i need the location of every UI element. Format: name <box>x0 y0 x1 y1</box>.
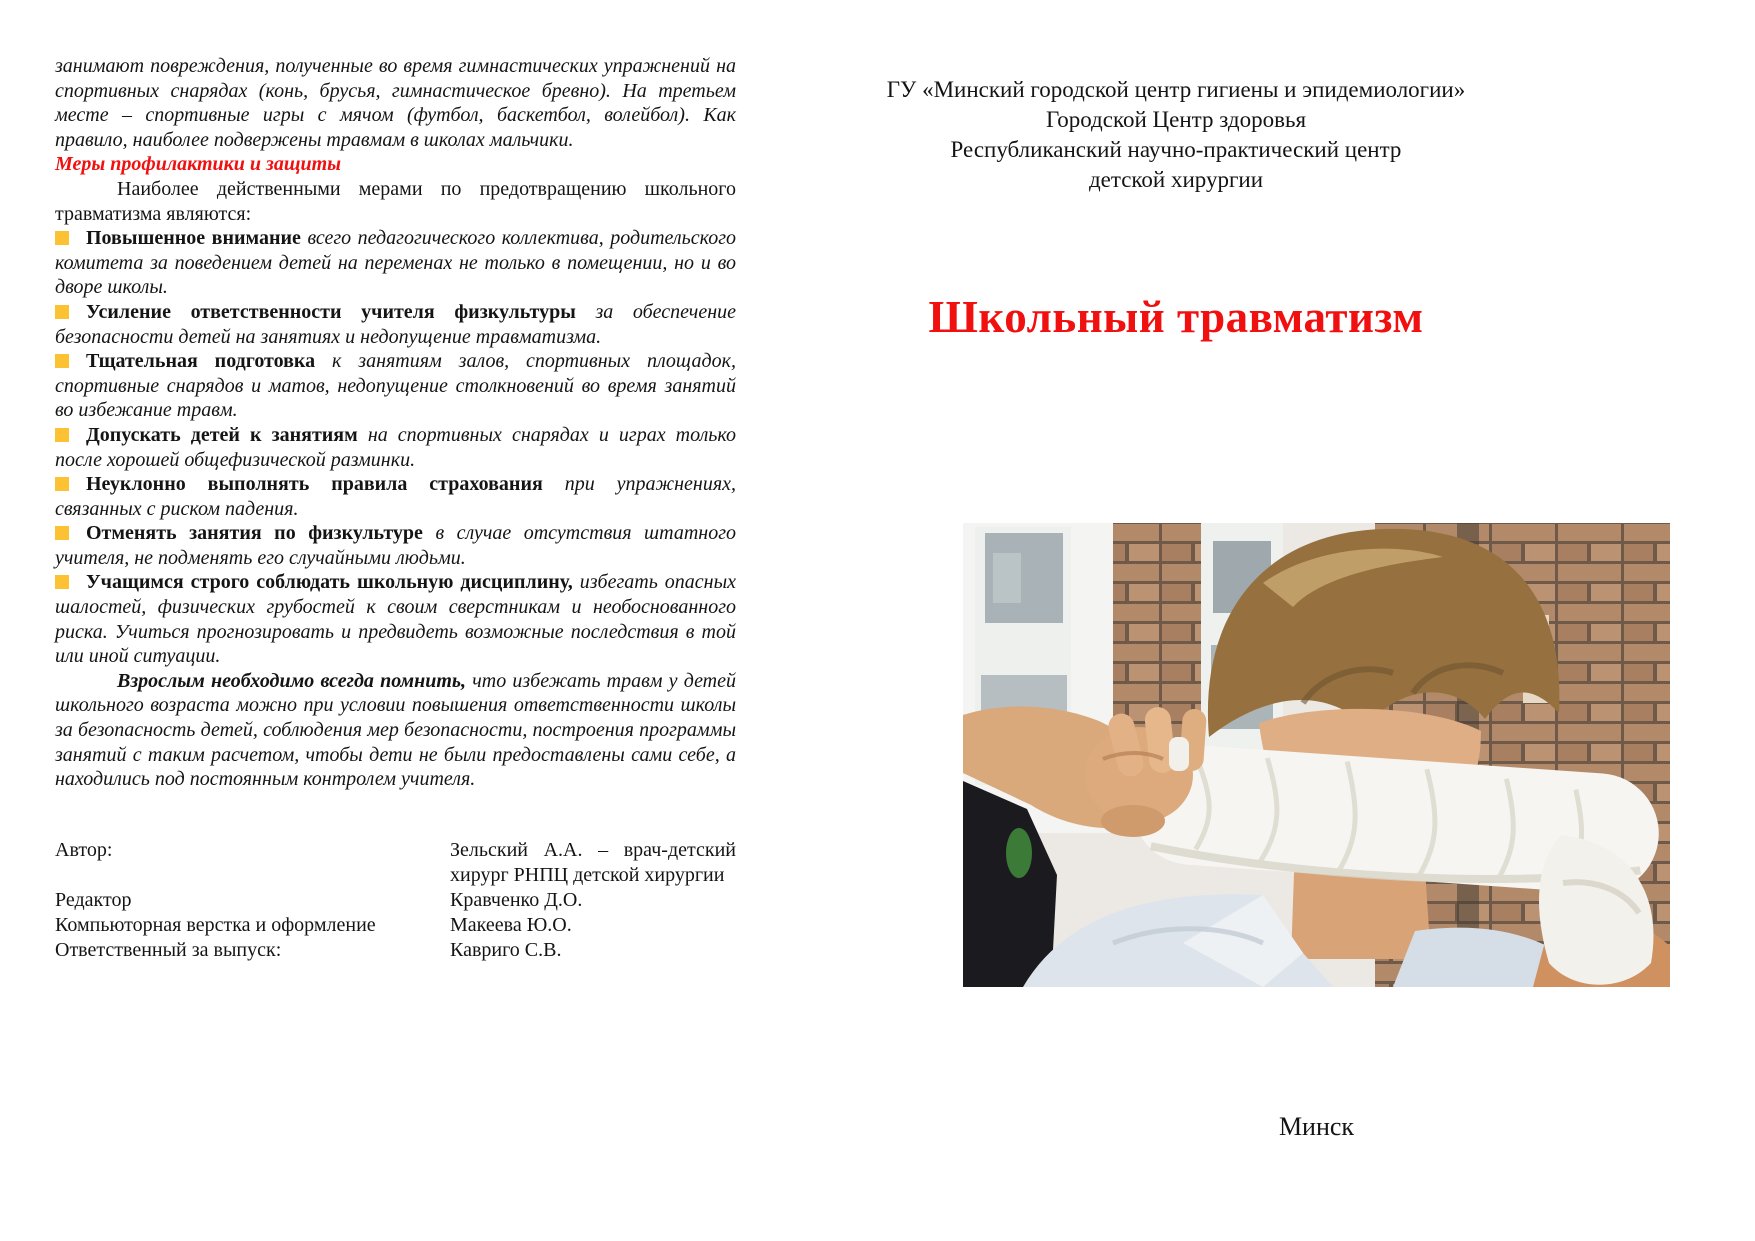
org-line: ГУ «Минский городской центр гигиены и эпидемиологии» <box>886 77 1466 102</box>
bullet-item <box>55 570 736 668</box>
bullet-lead: Тщательная подготовка <box>86 350 316 373</box>
bullet-text: за обеспечение безопасности детей на занятиях и недопущение травматизма. <box>55 300 737 348</box>
city-label: Минск <box>1278 1112 1355 1141</box>
bullet-square-icon <box>55 477 69 491</box>
bullet-text: в случае отсутствия штатного учителя, не подменять его случайными людьми. <box>55 522 736 569</box>
bullet-text: на спортивных снарядах и играх только после хорошей общефизической разминки. <box>55 423 736 471</box>
bullet-square-icon <box>55 354 69 368</box>
section-heading: Меры профилактики и защиты <box>55 153 342 176</box>
bullet-item <box>55 521 736 570</box>
bullet-item <box>55 472 736 521</box>
org-line: детской хирургии <box>1088 167 1264 192</box>
bullet-square-icon <box>55 526 69 540</box>
bullet-lead: Отменять занятия по физкультуре <box>86 522 423 545</box>
bullet-lead: Повышенное внимание <box>86 227 301 250</box>
bullet-lead: Допускать детей к занятиям <box>86 423 358 446</box>
org-line: Республиканский научно-практический центр <box>950 137 1402 162</box>
credit-role: Редактор <box>55 889 132 911</box>
bullet-item <box>55 226 736 300</box>
bullet-item <box>55 423 736 472</box>
credit-name: Кавриго С.В. <box>450 939 562 961</box>
leadin-paragraph: Наиболее действенными мерами по предотвращению школьного травматизма являются: <box>55 177 736 225</box>
credit-name: Кравченко Д.О. <box>450 889 583 911</box>
bullet-item <box>55 300 736 349</box>
org-line: Городской Центр здоровья <box>1045 107 1307 132</box>
left-page-text-column <box>55 54 736 792</box>
credit-name: Зельский А.А. – врач-детский хирург РНПЦ детской хирургии <box>450 839 736 886</box>
credit-role: Ответственный за выпуск: <box>55 939 282 961</box>
bullet-square-icon <box>55 231 69 245</box>
injured-boy-photo <box>963 523 1670 987</box>
bullet-lead: Усиление ответственности учителя физкультуры <box>86 300 576 323</box>
bullet-lead: Неуклонно выполнять правила страхования <box>86 473 543 496</box>
bullet-square-icon <box>55 428 69 442</box>
bullet-lead: Учащимся строго соблюдать школьную дисциплину, <box>86 571 573 594</box>
green-bottle-highlight <box>1006 828 1032 878</box>
bullet-square-icon <box>55 575 69 589</box>
bullet-text: к занятиям залов, спортивных площадок, спортивные снарядов и матов, недопущение столкновений во время занятий во избежание травм. <box>55 350 736 422</box>
credit-role: Компьюторная верстка и оформление <box>55 914 376 936</box>
credit-name: Макеева Ю.О. <box>450 914 572 936</box>
organization-header <box>846 75 1506 195</box>
intro-paragraph: занимают повреждения, полученные во время гимнастических упражнений на спортивных снарядах (конь, брусья, гимнастическое бревно). На третьем месте – спортивные игры с мячом (футбол, баскетбол, волейбол). Как правило, наиболее подвержены травмам в школах мальчики. <box>55 55 736 151</box>
closing-lead: Взрослым необходимо всегда помнить, <box>117 669 467 692</box>
bullet-text: избегать опасных шалостей, физических грубостей к своим сверстникам и необоснованного риска. Учиться прогнозировать и предвидеть возможные последствия в той или иной ситуации. <box>55 571 737 668</box>
credit-role: Автор: <box>55 839 113 861</box>
main-title: Школьный травматизм <box>928 292 1424 342</box>
credits-block <box>55 838 736 963</box>
bullet-item <box>55 349 736 423</box>
closing-text: что избежать травм у детей школьного возраста можно при условии повышения ответственности школы за безопасность детей, соблюдения мер безопасности, построения программы занятий с таким расчетом, чтобы дети не были предоставлены сами себе, а находились под постоянным контролем учителя. <box>55 669 736 791</box>
closing-paragraph <box>55 669 736 792</box>
bullet-square-icon <box>55 305 69 319</box>
bullet-text: всего педагогического коллектива, родительского комитета за поведением детей на переменах не только в помещении, но и во дворе школы. <box>55 227 736 299</box>
bullet-text: при упражнениях, связанных с риском падения. <box>55 473 737 520</box>
